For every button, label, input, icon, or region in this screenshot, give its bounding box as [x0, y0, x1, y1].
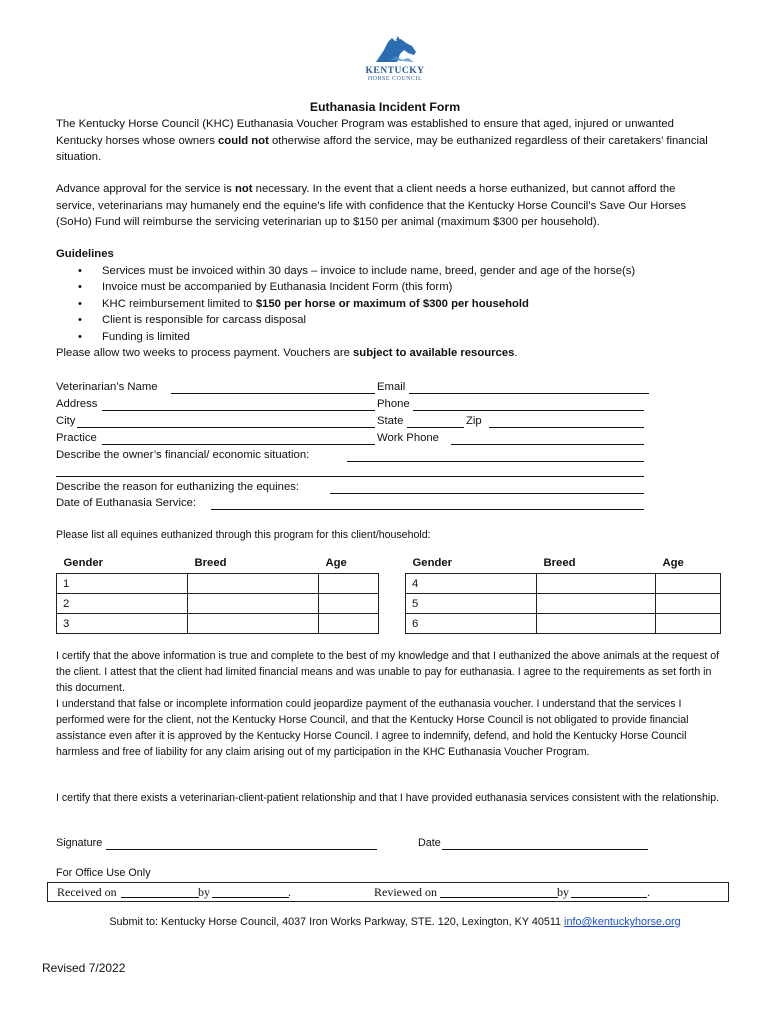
breed-cell[interactable]	[537, 614, 656, 634]
breed-cell[interactable]	[188, 614, 319, 634]
horse-head-logo-icon	[370, 36, 420, 66]
age-cell[interactable]	[656, 614, 721, 634]
email-label: Email	[377, 381, 406, 393]
form-title: Euthanasia Incident Form	[309, 100, 461, 114]
table-row	[406, 594, 721, 614]
row-number: 6	[406, 614, 537, 634]
gender-header: Gender	[412, 557, 453, 569]
age-cell[interactable]	[319, 594, 379, 614]
list-item: • Services must be invoiced within 30 days – invoice to include name, breed, gender and age of the horse(s)	[56, 263, 716, 280]
row-number: 3	[57, 614, 188, 634]
zip-field[interactable]	[489, 427, 644, 428]
address-label: Address	[56, 398, 98, 410]
list-item: • Invoice must be accompanied by Euthanasia Incident Form (this form)	[56, 279, 716, 296]
table-row	[57, 614, 379, 634]
bullet-icon: •	[78, 330, 82, 343]
table-row	[57, 574, 379, 594]
reviewed-on-label: Reviewed on	[374, 885, 437, 899]
list-item: • Funding is limited	[56, 329, 716, 346]
state-field[interactable]	[407, 427, 464, 428]
list-item: • Client is responsible for carcass disposal	[56, 312, 716, 329]
breed-header: Breed	[194, 557, 227, 569]
age-header: Age	[325, 557, 347, 569]
vcpr-certification: I certify that there exists a veterinarian-client-patient relationship and that I have provided euthanasia services consistent with the relationship.	[56, 792, 720, 804]
submit-instructions: Submit to: Kentucky Horse Council, 4037 Iron Works Parkway, STE. 120, Lexington, KY 40511 info@kentuckyhorse.org	[109, 916, 681, 928]
bullet-icon: •	[78, 314, 82, 326]
guidelines-section	[56, 246, 716, 362]
phone-label: Phone	[377, 398, 410, 410]
age-cell[interactable]	[656, 594, 721, 614]
gender-header: Gender	[63, 557, 104, 569]
office-use-heading: For Office Use Only	[56, 867, 151, 879]
row-number: 4	[406, 574, 537, 594]
zip-label: Zip	[466, 415, 482, 427]
received-by-label: by	[198, 885, 210, 899]
row-number: 5	[406, 594, 537, 614]
received-by-field[interactable]	[212, 897, 289, 898]
bullet-icon: •	[78, 281, 82, 293]
euthanizing-reason-field[interactable]	[330, 493, 644, 494]
age-cell[interactable]	[319, 614, 379, 634]
office-use-box	[47, 882, 729, 902]
city-field[interactable]	[77, 427, 375, 428]
practice-label: Practice	[56, 432, 97, 444]
vet-name-label: Veterinarian’s Name	[56, 381, 158, 393]
date-of-service-label: Date of Euthanasia Service:	[56, 497, 197, 509]
equines-table-left	[56, 555, 379, 634]
received-on-label: Received on	[57, 885, 117, 899]
reviewed-by-field[interactable]	[571, 897, 647, 898]
phone-field[interactable]	[413, 410, 644, 411]
row-number: 1	[57, 574, 188, 594]
intro-paragraph-1: The Kentucky Horse Council (KHC) Euthanasia Voucher Program was established to ensure that aged, injured or unwanted Kentucky horses whose owners could not otherwise afford the service, may be euthanized regardless of their caretakers’ financial situation.	[56, 118, 708, 163]
breed-cell[interactable]	[188, 594, 319, 614]
email-field[interactable]	[409, 393, 649, 394]
payment-note: Please allow two weeks to process payment. Vouchers are subject to available resources.	[56, 347, 518, 359]
financial-situation-field-line-2[interactable]	[56, 476, 644, 477]
guidelines-heading: Guidelines	[56, 248, 114, 260]
breed-header: Breed	[543, 557, 576, 569]
age-header: Age	[662, 557, 684, 569]
state-label: State	[377, 415, 404, 427]
logo-text-kentucky: KENTUCKY	[365, 66, 425, 76]
signature-field[interactable]	[106, 849, 377, 850]
signature-label: Signature	[56, 837, 103, 849]
practice-field[interactable]	[102, 444, 375, 445]
bullet-icon: •	[78, 297, 82, 310]
date-label: Date	[418, 837, 441, 849]
equines-table-right	[405, 555, 721, 634]
date-of-service-field[interactable]	[211, 509, 644, 510]
table-row	[406, 574, 721, 594]
list-item: • KHC reimbursement limited to $150 per horse or maximum of $300 per household	[56, 296, 716, 313]
certification-paragraph-2: I understand that false or incomplete information could jeopardize payment of the euthanasia voucher. I understand that the services I performed were for the client, not the Kentucky Horse Council, and that the Kentucky Horse Council is not obligated to provide financial assistance even after it is approved by the Kentucky Horse Council. I agree to indemnify, defend, and hold the Kentucky Horse Council harmless and free of liability for any claim arising out of my participation in the KHC Euthanasia Voucher Program.	[56, 698, 689, 758]
reviewed-by-label: by	[557, 885, 569, 899]
period-mark: .	[647, 885, 650, 899]
age-cell[interactable]	[656, 574, 721, 594]
logo-text-horse-council: HORSE COUNCIL	[367, 76, 423, 82]
reviewed-on-field[interactable]	[440, 897, 558, 898]
work-phone-field[interactable]	[451, 444, 644, 445]
guidelines-list	[56, 263, 716, 346]
euthanizing-reason-label: Describe the reason for euthanizing the equines:	[56, 481, 300, 493]
revision-date: Revised 7/2022	[42, 961, 126, 975]
intro-paragraph-2: Advance approval for the service is not necessary. In the event that a client needs a horse euthanized, but cannot afford the service, veterinarians may humanely end the equine’s life with confidence that the Kentucky Horse Council’s Save Our Horses (SoHo) Fund will reimburse the servicing veterinarian up to $150 per animal (maximum $300 per household).	[56, 183, 687, 228]
vet-name-field[interactable]	[171, 393, 375, 394]
age-cell[interactable]	[319, 574, 379, 594]
certification-text	[56, 648, 728, 760]
breed-cell[interactable]	[188, 574, 319, 594]
received-on-field[interactable]	[121, 897, 199, 898]
contact-email-link[interactable]: info@kentuckyhorse.org	[564, 916, 681, 928]
equines-instruction: Please list all equines euthanized through this program for this client/household:	[56, 529, 431, 541]
bullet-icon: •	[78, 264, 82, 277]
khc-logo	[360, 36, 430, 92]
period-mark: .	[288, 885, 291, 899]
table-row	[406, 614, 721, 634]
table-row	[57, 594, 379, 614]
date-field[interactable]	[442, 849, 648, 850]
certification-paragraph-1: I certify that the above information is true and complete to the best of my knowledge and that I euthanized the above animals at the request of the client. I attest that the client had limited financial means and was unable to pay for euthanasia. I agree to the requirements as set forth in this document.	[56, 650, 720, 694]
breed-cell[interactable]	[537, 574, 656, 594]
work-phone-label: Work Phone	[377, 432, 439, 444]
row-number: 2	[57, 594, 188, 614]
city-label: City	[56, 415, 76, 427]
address-field[interactable]	[102, 410, 375, 411]
breed-cell[interactable]	[537, 594, 656, 614]
financial-situation-field[interactable]	[347, 461, 644, 462]
financial-situation-label: Describe the owner’s financial/ economic situation:	[56, 449, 310, 461]
